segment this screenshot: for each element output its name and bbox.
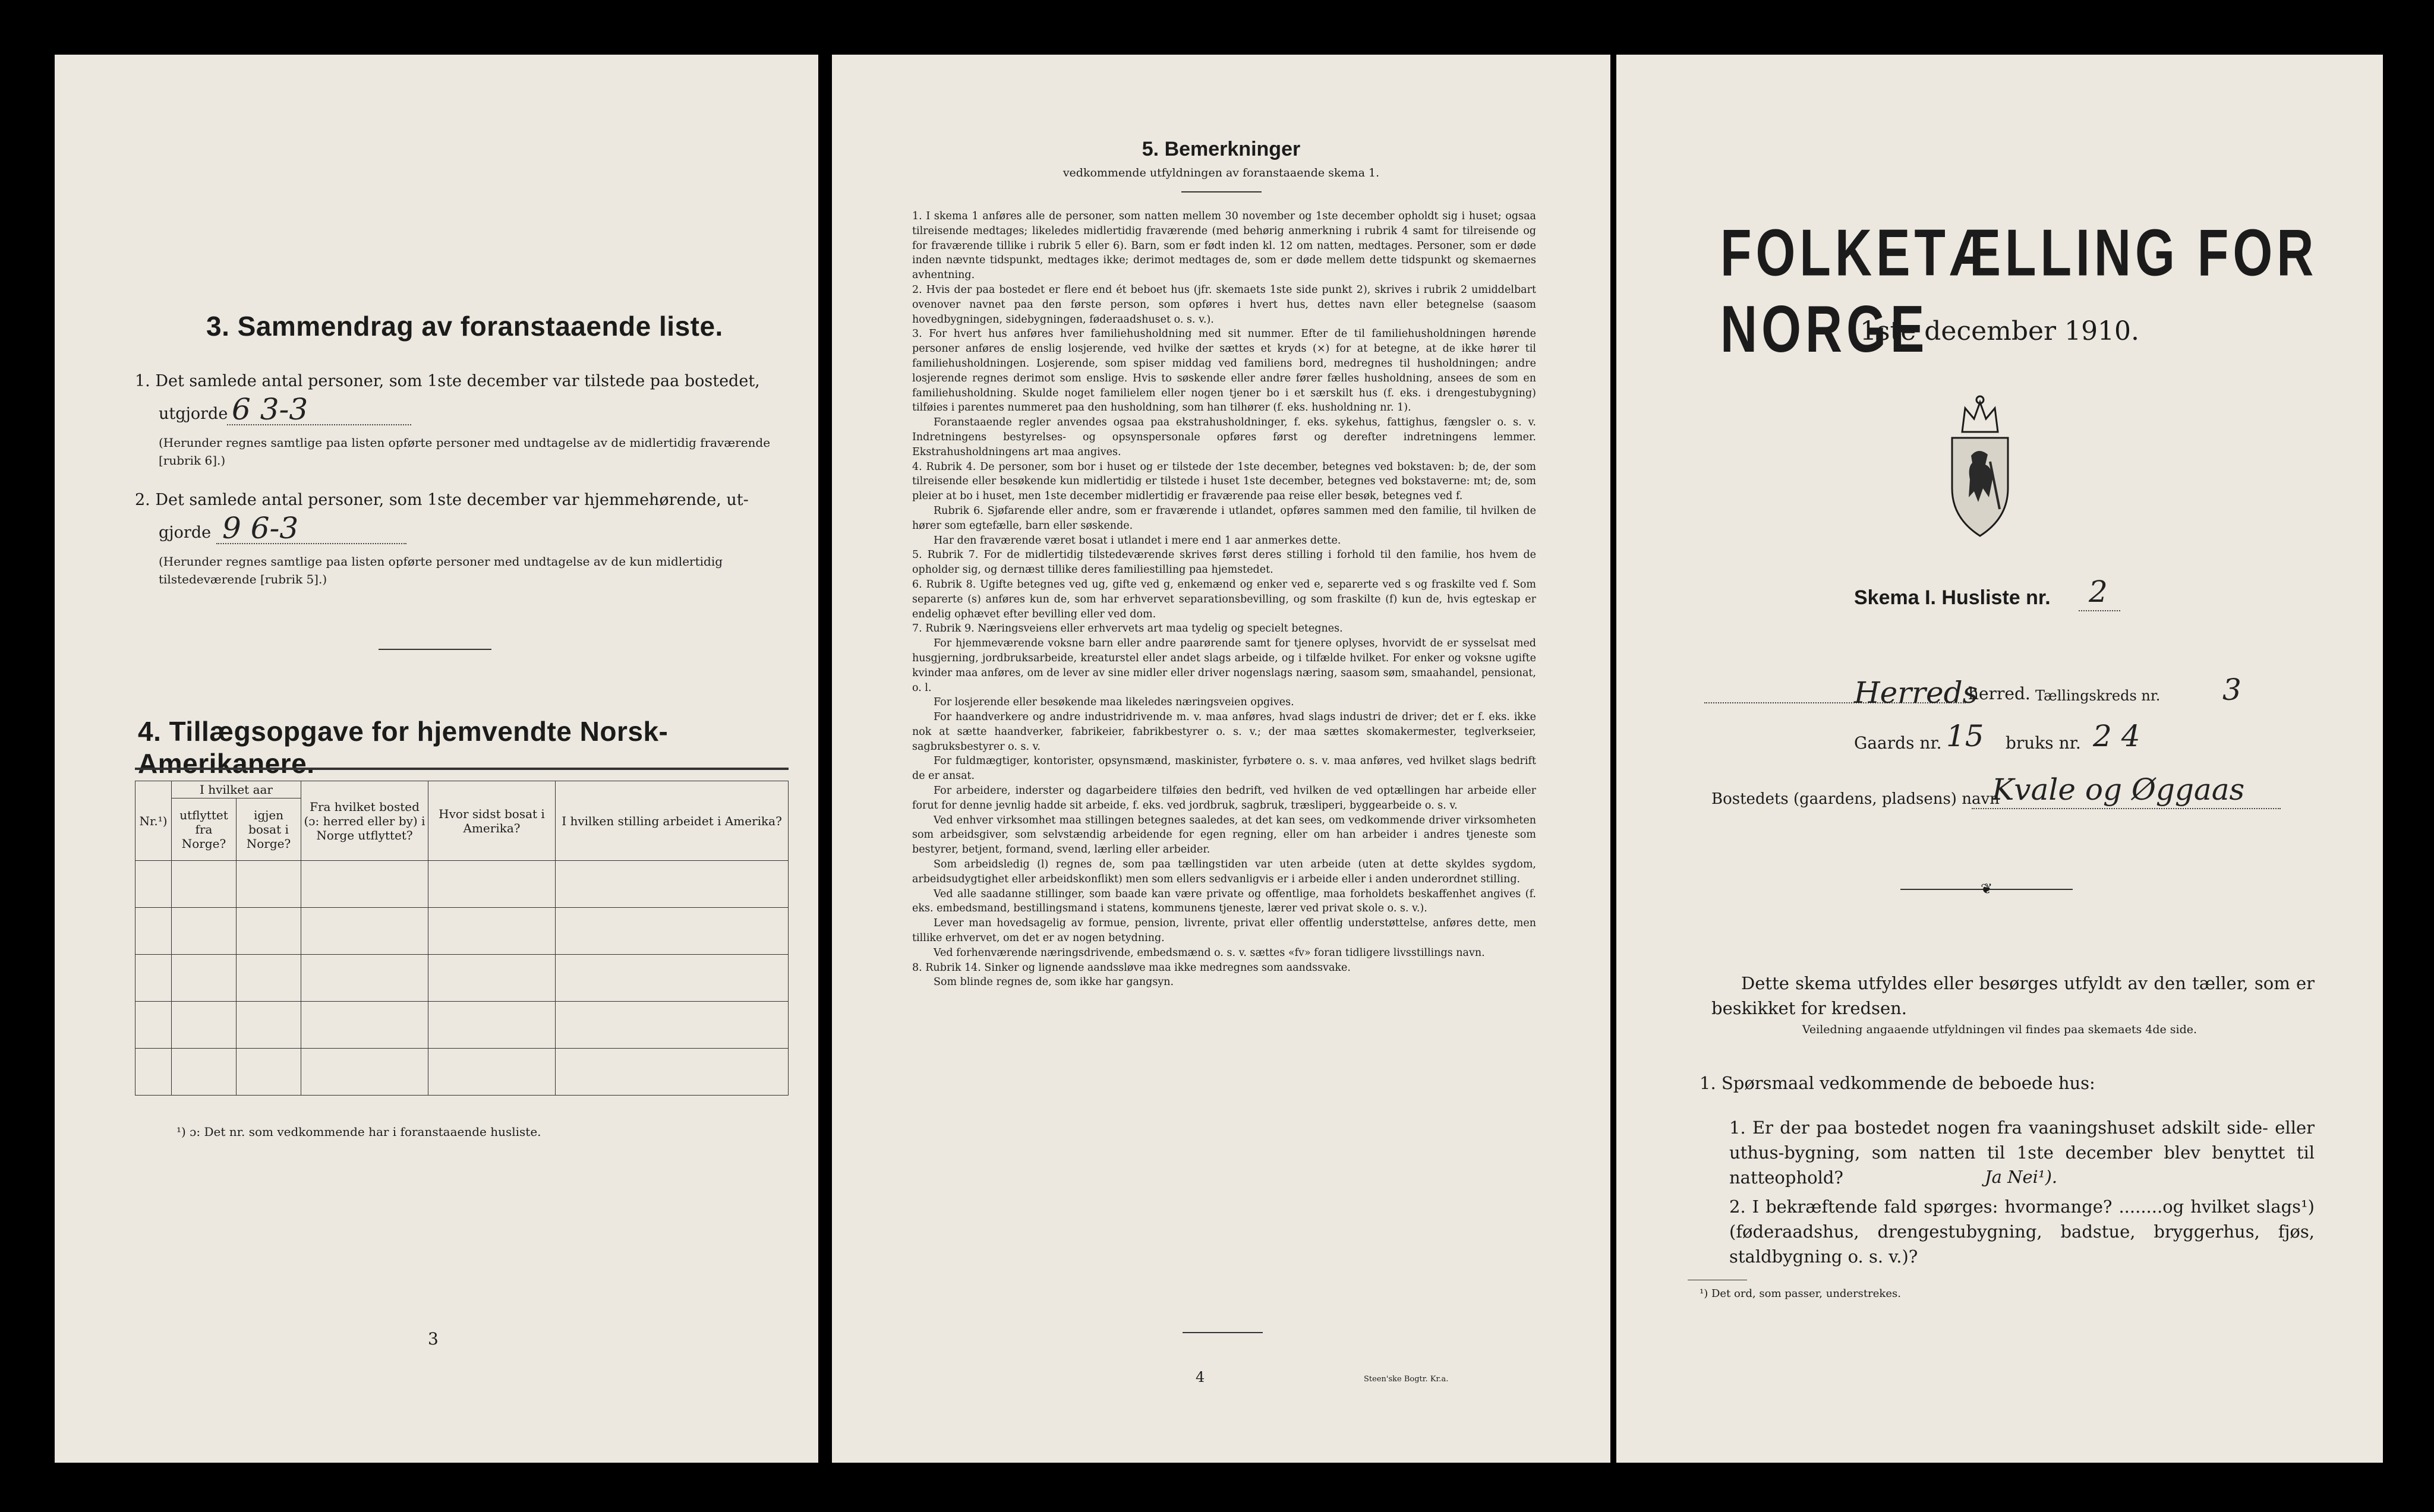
paragraph: 5. Rubrik 7. For de midlertidig tilstedeværende skrives først deres stilling i forhold til den familie, hos hvem de opholder sig, og dernæst tillike deres familiestilling paa hjemstedet. [912,549,1536,576]
paragraph: Ved alle saadanne stillinger, som baade kan være private og offentlige, maa forholdets beskaffenhet angives (f. eks. embedsmand, bestillingsmand i statens, kommunens tjeneste, lærer ved privat skole o. s. v.). [912,888,1536,915]
item2-handwritten-value: 9 6-3 [222,511,299,545]
bottom-divider [1183,1332,1263,1333]
divider [379,649,491,650]
question-1: 1. Er der paa bostedet nogen fra vaaningshuset adskilt side- eller uthus-bygning, som natten til 1ste december blev benyttet til natteophold? [1729,1118,2315,1188]
footnote: ¹) Det ord, som passer, understrekes. [1700,1287,1901,1300]
paragraph: 6. Rubrik 8. Ugifte betegnes ved ug, gifte ved g, enkemænd og enker ved e, separerte ved s og fraskilte ved f. Som separerte (s) anføres kun de, som har erhvervet separationsbevilling, og som fraskilte (f) kun de, hvis egteskap er endelig ophævet efter bevilling eller ved dom. [912,578,1536,620]
table-row [135,861,789,908]
question-1-answer: Ja Nei¹). [1985,1167,2058,1187]
page-right [1616,55,2383,1463]
item2-note: (Herunder regnes samtlige paa listen opførte personer med undtagelse av de kun midlertidig tilstedeværende [rubrik 5].) [159,554,723,586]
kreds-value: 3 [2222,673,2241,707]
paragraph: For fuldmægtiger, kontorister, opsynsmænd, maskinister, fyrbøtere o. s. v. maa anføres, ved hvilket slags bedrift de er ansat. [912,755,1536,782]
paragraph: For losjerende eller besøkende maa likeledes næringsveien opgives. [934,696,1294,709]
paragraph: 4. Rubrik 4. De personer, som bor i huset og er tilstede der 1ste december, betegnes ved bokstaven: b; de, der som tilreisende eller besøkende kun midlertidig er tilstede i huset 1ste december, betegnes ved bokstaverne: mt; de, som pleier at bo i huset, men 1ste december midlertidig er fraværende paa reise eller besøk, betegnes ved f. [912,460,1536,503]
paragraph: Ved enhver virksomhet maa stillingen betegnes saaledes, at det kan sees, om vedkommende driver virksomheten som arbeidsgiver, som selvstændig arbeidende for egen regning, eller om han arbeider i andres tjeneste som bestyrer, betjent, formand, svend, lærling eller arbeider. [912,814,1536,856]
husliste-dotted-line [2079,610,2120,611]
bemerkninger-subtitle: vedkommende utfyldningen av foranstaaende skema 1. [1062,166,1380,179]
paragraph: Som arbeidsledig (l) regnes de, som paa tællingstiden var uten arbeide (uten at dette skyldes sygdom, arbeidsudygtighet eller arbeidskonflikt) men som ellers sedvanligvis er i arbeide eller i anden underordnet stilling. [912,858,1536,885]
paragraph: Som blinde regnes de, som ikke har gangsyn. [934,976,1174,989]
page-number: 4 [1196,1369,1205,1385]
bemerkninger-title: 5. Bemerkninger [1142,138,1301,160]
paragraph: For hjemmeværende voksne barn eller andre paarørende samt for tjenere oplyses, hvorvidt de er sysselsat med husgjerning, jordbruksarbeide, kreaturstel eller andet slags arbeide, og i tilfælde hvilket. For enker og voksne ugifte kvinder maa anføres, om de lever av sine midler eller driver nogenslags næring, saasom søm, smaahandel, pensionat, o. l. [912,637,1536,694]
page-middle [832,55,1610,1463]
bemerkninger-body [912,209,1536,990]
bosted-label: Bostedets (gaardens, pladsens) navn [1711,790,2000,808]
item1-prefix: utgjorde [159,405,228,423]
page-number: 3 [428,1329,439,1349]
paragraph: For haandverkere og andre industridrivende m. v. maa anføres, hvad slags industri de driver; det er f. eks. ikke nok at sætte haandverker, fabrikeier, fabrikbestyrer o. s. v.; der maa sættes skomakermester, teglverkseier, sagbruksbestyrer o. s. v. [912,711,1536,753]
paragraph: Ved forhenværende næringsdrivende, embedsmænd o. s. v. sættes «fv» foran tidligere livsstillings navn. [934,946,1485,959]
paragraph: Foranstaaende regler anvendes ogsaa paa ekstrahusholdninger, f. eks. sykehus, fattighus, fængsler o. s. v. Indretningens bestyrelses- og opsynspersonale opføres først og derefter indretningens lemmer. Ekstrahusholdningens art maa angives. [912,416,1536,458]
paragraph: Rubrik 6. Sjøfarende eller andre, som er fraværende i utlandet, opføres sammen med den familie, til hvilken de hører som egtefælle, barn eller søskende. [912,504,1536,532]
col-stilling: I hvilken stilling arbeidet i Amerika? [556,781,789,861]
item2-prefix: gjorde [159,523,212,542]
intro-text: Dette skema utfyldes eller besørges utfyldt av den tæller, som er beskikket for kredsen. [1711,973,2315,1018]
paragraph: 1. I skema 1 anføres alle de personer, som natten mellem 30 november og 1ste december opholdt sig i huset; ogsaa tilreisende medtages; likeledes midlertidig fraværende (med behørig anmerkning i rubrik 4 samt for tilreisende og for fraværende tillike i rubrik 5 eller 6). Barn, som er født inden kl. 12 om natten, medtages. Personer, som er døde inden nævnte tidspunkt, medtages ikke; derimot medtages de, som er døde mellem dette tidspunkt og skemaernes avhentning. [912,210,1536,282]
section4-title: 4. Tillægsopgave for hjemvendte Norsk-Amerikanere. [138,716,669,779]
ornament-icon: ❦ [1981,880,1993,897]
table-footnote: ¹) ɔ: Det nr. som vedkommende har i foranstaaende husliste. [176,1125,541,1139]
paragraph: 7. Rubrik 9. Næringsveiens eller erhvervets art maa tydelig og specielt betegnes. [912,623,1343,635]
paragraph: 2. Hvis der paa bostedet er flere end ét beboet hus (jfr. skemaets 1ste side punkt 2), skrives i rubrik 2 umiddelbart ovenover navnet paa den første person, som opføres i hvert hus, dettes navn eller betegnelse (saasom hovedbygningen, sidebygningen, føderaadshuset o. s. v.). [912,283,1536,326]
table-row [135,1049,789,1096]
page-left [55,55,818,1463]
item2-text: 2. Det samlede antal personer, som 1ste december var hjemmehørende, ut- [135,491,749,509]
bruks-value: 2 4 [2093,719,2140,753]
col-fra-bosted: Fra hvilket bosted (ɔ: herred eller by) i Norge utflyttet? [301,781,428,861]
husliste-nr-value: 2 [2089,575,2108,609]
section3-title: 3. Sammendrag av foranstaaende liste. [206,311,723,342]
question-2: 2. I bekræftende fald spørges: hvormange? ........og hvilket slags¹) (føderaadshus, drengestubygning, badstue, bryggerhus, fjøs, staldbygning o. s. v.)? [1729,1197,2315,1267]
col-group-aar: I hvilket aar [172,781,301,798]
bruks-label: bruks nr. [2006,733,2081,753]
col-igjen-bosat: igjen bosat i Norge? [237,798,301,861]
paragraph: Har den fraværende været bosat i utlandet i mere end 1 aar anmerkes dette. [934,534,1341,547]
gaards-value: 15 [1946,719,1984,753]
kreds-label: Tællingskreds nr. [2035,687,2161,704]
item1-handwritten-value: 6 3-3 [232,392,308,427]
herred-value: Herreds [1854,675,1978,710]
veiledning-text: Veiledning angaaende utfyldningen vil findes paa skemaets 4de side. [1802,1023,2197,1036]
main-title: FOLKETÆLLING FOR NORGE [1720,216,2318,367]
census-date: 1ste december 1910. [1859,316,2140,346]
paragraph: 8. Rubrik 14. Sinker og lignende aandssløve maa ikke medregnes som aandssvake. [912,961,1351,974]
table-top-rule [135,768,789,770]
schema-label: Skema I. Husliste nr. [1854,586,2051,609]
col-nr: Nr.¹) [135,781,172,861]
item1-note: (Herunder regnes samtlige paa listen opførte personer med undtagelse av de midlertidig fraværende [rubrik 6].) [159,435,771,468]
norsk-amerikanere-table [135,781,789,1096]
paragraph: For arbeidere, inderster og dagarbeidere tilføies den bedrift, ved hvilken de ved optællingen har arbeide eller forut for denne jevnlig hadde sit arbeide, f. eks. ved jordbruk, sagbruk, træsliperi, byggearbeide o. s. v. [912,785,1536,812]
bosted-dotted-line [1972,808,2281,809]
col-hvor-bosat: Hvor sidst bosat i Amerika? [428,781,556,861]
col-utflyttet: utflyttet fra Norge? [172,798,237,861]
table-row [135,908,789,955]
printer-credit: Steen'ske Bogtr. Kr.a. [1364,1375,1449,1384]
question-heading: 1. Spørsmaal vedkommende de beboede hus: [1700,1073,2095,1093]
table-row [135,955,789,1002]
item1-text: 1. Det samlede antal personer, som 1ste december var tilstede paa bostedet, [135,372,760,390]
bosted-value: Kvale og Øggaas [1992,772,2245,807]
gaards-label: Gaards nr. [1854,733,1942,753]
herred-label: herred. [1968,684,2031,703]
norwegian-coat-of-arms-icon [1941,390,2019,539]
table-row [135,1002,789,1049]
paragraph: 3. For hvert hus anføres hver familiehusholdning med sit nummer. Efter de til familiehusholdningen hørende personer anføres de enslig losjerende, ved hvilke der sættes et kryds (×) for at betegne, at de ikke hører til familiehusholdningen. Losjerende, som spiser middag ved familiens bord, medregnes til husholdningen; andre losjerende regnes derimot som enslige. Hvis to søskende eller andre fører fælles husholdning, ansees de som en familiehusholdning. Skulde noget familielem eller nogen tjener bo i et særskilt hus (f. eks. i drengestubygning) tilføies i parentes nummeret paa den husholdning, som han tilhører (f. eks. husholdning nr. 1). [912,328,1536,414]
paragraph: Lever man hovedsagelig av formue, pension, livrente, privat eller offentlig understøttelse, anføres dette, men tillike erhvervet, om det er av nogen betydning. [912,917,1536,945]
title-divider [1181,191,1262,192]
